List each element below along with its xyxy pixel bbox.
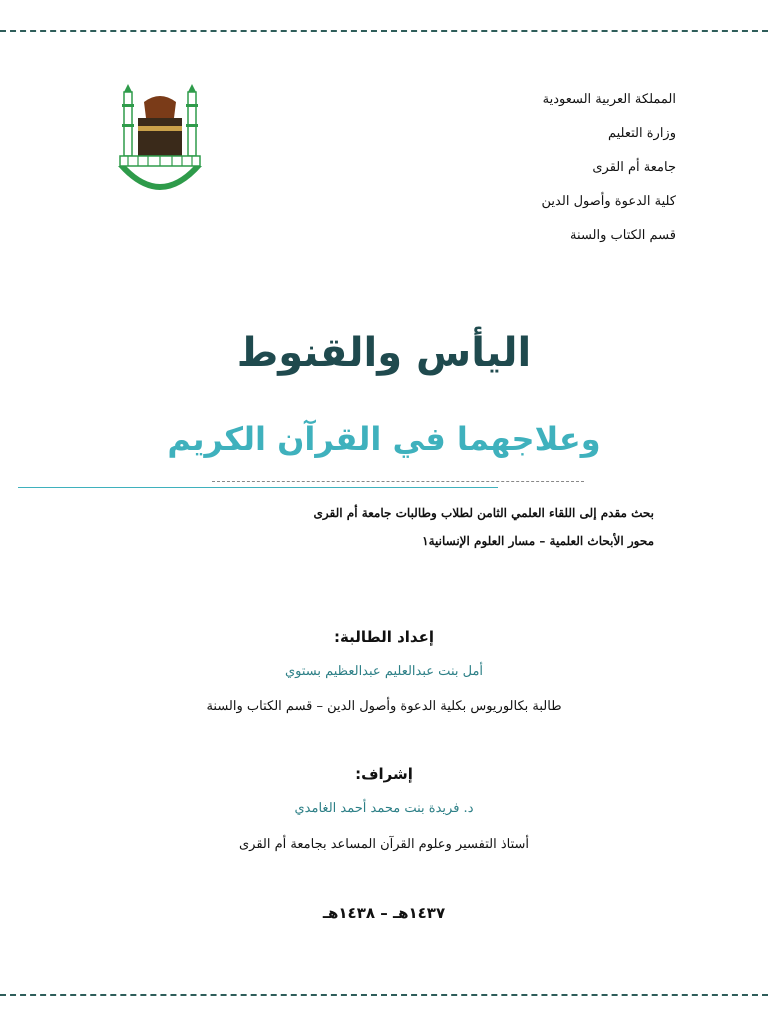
author-heading: إعداد الطالبة: — [334, 628, 434, 646]
header-college: كلية الدعوة وأصول الدين — [541, 194, 676, 209]
umm-al-qura-university-logo-icon — [114, 84, 206, 208]
title-dashed-rule — [212, 481, 584, 482]
supervisor-heading: إشراف: — [355, 765, 413, 783]
supervisor-title: أستاذ التفسير وعلوم القرآن المساعد بجامعة أم القرى — [238, 837, 529, 852]
top-border — [0, 30, 768, 32]
research-line-2: محور الأبحاث العلمية – مسار العلوم الإنسانية١ — [422, 534, 654, 548]
bottom-border — [0, 994, 768, 996]
main-title: اليأس والقنوط — [236, 330, 532, 376]
author-name: أمل بنت عبدالعليم عبدالعظيم بستوي — [284, 664, 484, 679]
header-ministry: وزارة التعليم — [607, 126, 676, 141]
sub-title: وعلاجهما في القرآن الكريم — [167, 420, 601, 458]
research-line-1: بحث مقدم إلى اللقاء العلمي الثامن لطلاب وطالبات جامعة أم القرى — [313, 506, 654, 520]
author-description: طالبة بكالوريوس بكلية الدعوة وأصول الدين – قسم الكتاب والسنة — [206, 699, 562, 714]
hijri-date: ١٤٣٧هـ – ١٤٣٨هـ — [322, 904, 446, 922]
university-logo — [114, 84, 206, 208]
header-department: قسم الكتاب والسنة — [570, 228, 676, 243]
title-solid-rule — [18, 487, 498, 488]
header-country: المملكة العربية السعودية — [542, 92, 676, 107]
research-info — [314, 506, 654, 548]
supervisor-name: د. فريدة بنت محمد أحمد الغامدي — [294, 801, 474, 816]
header-university: جامعة أم القرى — [592, 160, 676, 175]
